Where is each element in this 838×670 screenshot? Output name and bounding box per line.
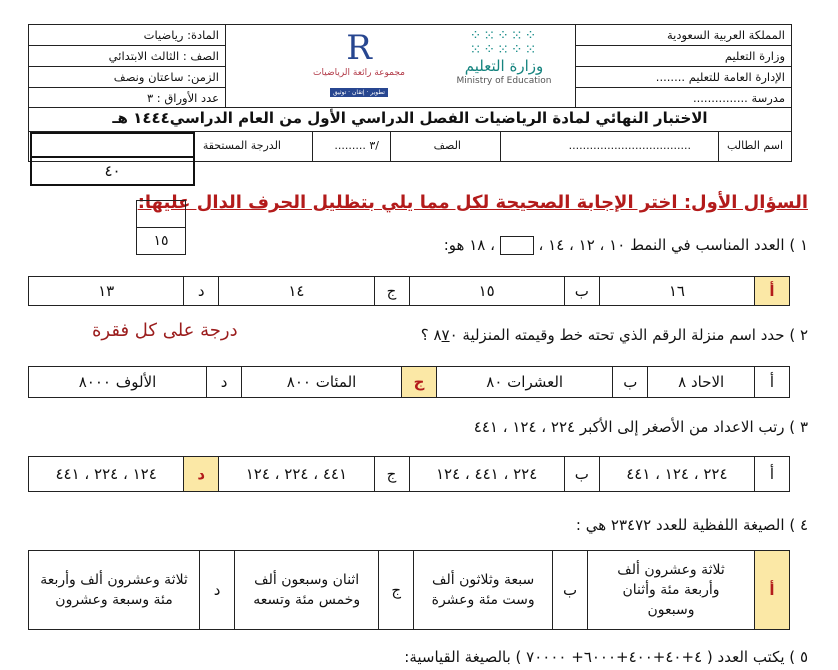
exam-header bbox=[28, 24, 792, 108]
question-5: ٥ ) يكتب العدد ( ٤+٤٠+٤٠٠+٦٠٠٠+ ٧٠٠٠٠ ) بالصيغة القياسية: bbox=[404, 648, 808, 666]
q1-option-b-value: ١٥ bbox=[409, 277, 564, 306]
q3-options bbox=[28, 456, 790, 492]
q1-score-input[interactable] bbox=[136, 200, 186, 228]
q2-number: ٨٧٠ bbox=[433, 326, 458, 344]
q3-option-c-value: ٤٤١ ، ٢٢٤ ، ١٢٤ bbox=[219, 457, 374, 492]
q1-options bbox=[28, 276, 790, 306]
class-label: الصف bbox=[433, 139, 461, 152]
question-2: ٢ ) حدد اسم منزلة الرقم الذي تحته خط وقيمته المنزلية ٨٧٠ ؟ bbox=[420, 326, 808, 344]
q4-option-a-letter[interactable]: أ bbox=[755, 551, 790, 630]
q3-option-c-letter[interactable]: ج bbox=[374, 457, 409, 492]
group-r-icon: R bbox=[346, 28, 372, 68]
per-item-grade-note: درجة على كل فقرة bbox=[92, 320, 238, 341]
q1-title: السؤال الأول: اختر الإجابة الصحيحة لكل مما يلي بتظليل الحرف الدال عليها: bbox=[137, 192, 808, 213]
header-authority-block bbox=[575, 25, 791, 107]
header-subject: المادة: رياضيات bbox=[29, 25, 225, 46]
q3-option-a-value: ٢٢٤ ، ١٢٤ ، ٤٤١ bbox=[599, 457, 754, 492]
math-group-logo: R مجموعة رائعة الرياضيات تطوير · إتقان · توثيق bbox=[299, 29, 419, 103]
q1-score-box bbox=[136, 200, 186, 256]
question-1: ١ ) العدد المناسب في النمط ١٠ ، ١٢ ، ١٤ ، ، ١٨ هو: bbox=[443, 236, 808, 254]
total-grade-input[interactable] bbox=[30, 132, 195, 157]
header-country: المملكة العربية السعودية bbox=[576, 25, 791, 46]
q4-options bbox=[28, 550, 790, 630]
ministry-logo: ⁘⁙⁘⁙⁘ ⁙⁘⁙⁘⁙ وزارة التعليم Ministry of Education bbox=[444, 29, 564, 103]
q4-option-a-value: ثلاثة وعشرون ألف وأربعة مئة وأثنان وسبعون bbox=[588, 551, 755, 630]
underlined-digit: ٧ bbox=[441, 326, 450, 344]
q1-score-value: ١٥ bbox=[136, 228, 186, 255]
question-3: ٣ ) رتب الاعداد من الأصغر إلى الأكبر ٢٢٤ ، ١٢٤ ، ٤٤١ bbox=[473, 418, 808, 436]
q4-option-b-letter[interactable]: ب bbox=[553, 551, 588, 630]
total-grade-value: ٤٠ bbox=[30, 157, 195, 186]
q2-option-c-value: المئات ٨٠٠ bbox=[242, 367, 402, 398]
pattern-blank bbox=[500, 236, 534, 255]
header-pages: عدد الأوراق : ٣ bbox=[146, 91, 219, 105]
q4-option-c-value: اثنان وسبعون ألف وخمس مئة وتسعه bbox=[235, 551, 379, 630]
student-name-label: اسم الطالب bbox=[726, 139, 783, 152]
q2-option-a-value: الاحاد ٨ bbox=[648, 367, 755, 398]
header-school: مدرسة ............... bbox=[692, 91, 785, 105]
q3-option-d-letter[interactable]: د bbox=[184, 457, 219, 492]
q3-option-d-value: ١٢٤ ، ٢٢٤ ، ٤٤١ bbox=[29, 457, 184, 492]
header-ministry: وزارة التعليم bbox=[576, 46, 791, 67]
q3-option-b-value: ٢٢٤ ، ٤٤١ ، ١٢٤ bbox=[409, 457, 564, 492]
q2-option-b-value: العشرات ٨٠ bbox=[437, 367, 613, 398]
exam-title: الاختبار النهائي لمادة الرياضيات الفصل الدراسي الأول من العام الدراسي١٤٤٤ هـ bbox=[28, 106, 792, 132]
q2-option-d-letter[interactable]: د bbox=[207, 367, 242, 398]
q1-option-d-value: ١٣ bbox=[29, 277, 184, 306]
q4-option-d-letter[interactable]: د bbox=[200, 551, 235, 630]
header-directorate: الإدارة العامة للتعليم ........ bbox=[576, 67, 791, 88]
header-grade: الصف : الثالث الابتدائي bbox=[29, 46, 225, 67]
q3-option-a-letter[interactable]: أ bbox=[755, 457, 790, 492]
due-score-label: الدرجة المستحقة bbox=[202, 139, 281, 152]
q4-option-c-letter[interactable]: ج bbox=[379, 551, 414, 630]
q1-option-b-letter[interactable]: ب bbox=[564, 277, 599, 306]
question-4: ٤ ) الصيغة اللفظية للعدد ٢٣٤٧٢ هي : bbox=[575, 516, 808, 534]
header-time: الزمن: ساعتان ونصف bbox=[29, 67, 225, 88]
q1-option-c-letter[interactable]: ج bbox=[374, 277, 409, 306]
q1-option-a-letter[interactable]: أ bbox=[755, 277, 790, 306]
q4-option-b-value: سبعة وثلاثون ألف وست مئة وعشرة bbox=[414, 551, 553, 630]
q1-option-c-value: ١٤ bbox=[219, 277, 374, 306]
student-name-field[interactable]: ................................... bbox=[568, 139, 691, 152]
ministry-dots-icon: ⁘⁙⁘⁙⁘ ⁙⁘⁙⁘⁙ bbox=[469, 28, 539, 58]
q2-option-a-letter[interactable]: أ bbox=[755, 367, 790, 398]
q3-option-b-letter[interactable]: ب bbox=[564, 457, 599, 492]
q2-options bbox=[28, 366, 790, 398]
q1-option-d-letter[interactable]: د bbox=[184, 277, 219, 306]
q2-option-b-letter[interactable]: ب bbox=[613, 367, 648, 398]
q2-option-d-value: الألوف ٨٠٠٠ bbox=[29, 367, 207, 398]
q4-option-d-value: ثلاثة وعشرون ألف وأربعة مئة وسبعة وعشرون bbox=[29, 551, 200, 630]
q2-option-c-letter[interactable]: ج bbox=[402, 367, 437, 398]
partial-score-field[interactable]: /٣ ......... bbox=[334, 139, 379, 152]
header-subject-block bbox=[29, 25, 226, 107]
total-grade-box bbox=[30, 132, 195, 186]
q1-option-a-value: ١٦ bbox=[599, 277, 754, 306]
